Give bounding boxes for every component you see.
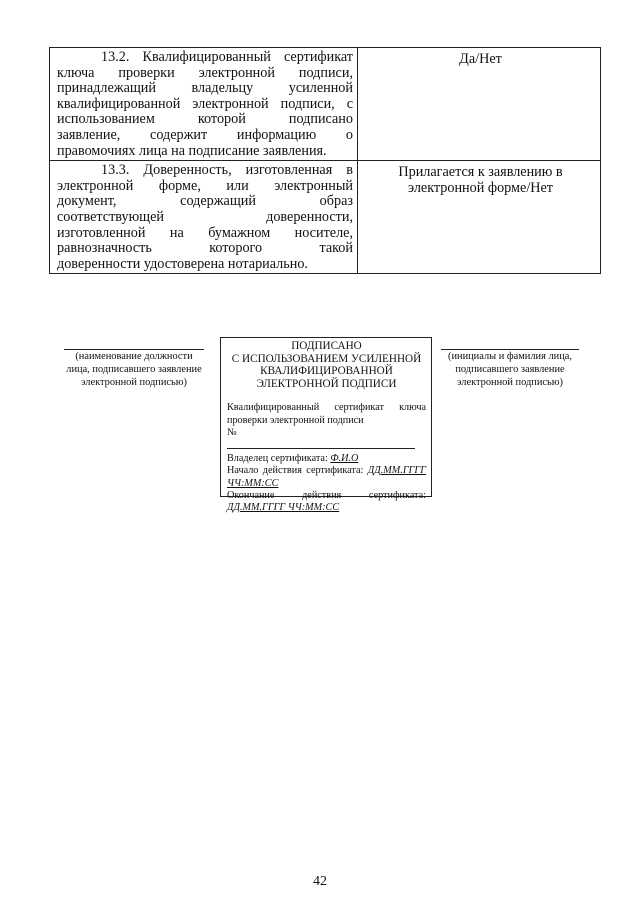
line: электронной форме, или электронный: [57, 177, 353, 194]
table-row: [50, 161, 601, 274]
line: ключа проверки электронной подписи,: [57, 64, 353, 81]
owner-label: Владелец сертификата:: [227, 453, 328, 465]
cert-number-row: [227, 427, 426, 453]
value-line: Прилагается к заявлению в: [398, 164, 563, 181]
cert-line: Квалифицированный сертификат ключа: [227, 402, 426, 414]
owner-value: Ф.И.О: [330, 453, 359, 465]
start-time-value: ЧЧ:ММ:СС: [227, 477, 279, 489]
start-time-row: [227, 478, 426, 490]
line: 13.3. Доверенность, изготовленная в: [101, 162, 353, 179]
line: документ, содержащий образ: [57, 193, 353, 210]
number-label: №: [227, 426, 237, 438]
value-text: Да/Нет: [459, 51, 502, 67]
requirements-table: [49, 47, 601, 274]
line: использованием которой подписано: [57, 111, 353, 128]
stamp-body: [227, 402, 426, 514]
stamp-title-line: КВАЛИФИЦИРОВАННОЙ: [260, 365, 393, 378]
cert-line: проверки электронной подписи: [227, 414, 364, 426]
end-value: ДД.ММ.ГГГГ ЧЧ:ММ:СС: [227, 502, 340, 513]
signer-name-caption: [441, 349, 579, 389]
stamp-title-line: ПОДПИСАНО: [291, 340, 362, 352]
caption-line: (инициалы и фамилия лица,: [447, 351, 572, 362]
caption-line: (наименование должности: [75, 351, 193, 362]
value-line: электронной форме/Нет: [407, 179, 554, 196]
line: изготовленной на бумажном носителе,: [57, 224, 353, 241]
caption-line: электронной подписью): [81, 376, 187, 388]
end-value-row: [227, 502, 426, 514]
start-value: ДД.ММ.ГГГГ: [367, 465, 427, 477]
table-cell-description: [50, 48, 358, 161]
line: квалифицированной электронной подписи, с: [57, 95, 353, 112]
number-blank-line: [227, 439, 415, 449]
caption-line: лица, подписавшего заявление: [66, 363, 202, 375]
signer-position-caption: [64, 349, 204, 389]
end-label: Окончание действия сертификата:: [227, 489, 426, 501]
line: доверенности удостоверена нотариально.: [57, 255, 308, 272]
owner-row: [227, 453, 426, 465]
line: 13.2. Квалифицированный сертификат: [101, 49, 353, 65]
line: равнозначность которого такой: [57, 240, 353, 257]
caption-line: электронной подписью): [457, 376, 563, 388]
start-row: [227, 465, 426, 477]
end-row: [227, 490, 426, 502]
table-cell-value: [358, 48, 601, 161]
table-row: [50, 48, 601, 161]
line: соответствующей доверенности,: [57, 208, 353, 225]
line: заявление, содержит информацию о: [57, 126, 353, 143]
table-cell-description: [50, 161, 358, 274]
start-label: Начало действия сертификата:: [227, 465, 364, 477]
page-number: 42: [313, 874, 327, 889]
stamp-title-line: ЭЛЕКТРОННОЙ ПОДПИСИ: [256, 377, 397, 390]
electronic-signature-stamp: [220, 337, 432, 513]
line: принадлежащий владельцу усиленной: [57, 80, 353, 97]
stamp-title-line: С ИСПОЛЬЗОВАНИЕМ УСИЛЕННОЙ: [231, 352, 422, 365]
line: правомочиях лица на подписание заявления.: [57, 142, 327, 159]
table-cell-value: [358, 161, 601, 274]
caption-line: подписавшего заявление: [455, 363, 565, 375]
stamp-title: [227, 340, 426, 390]
